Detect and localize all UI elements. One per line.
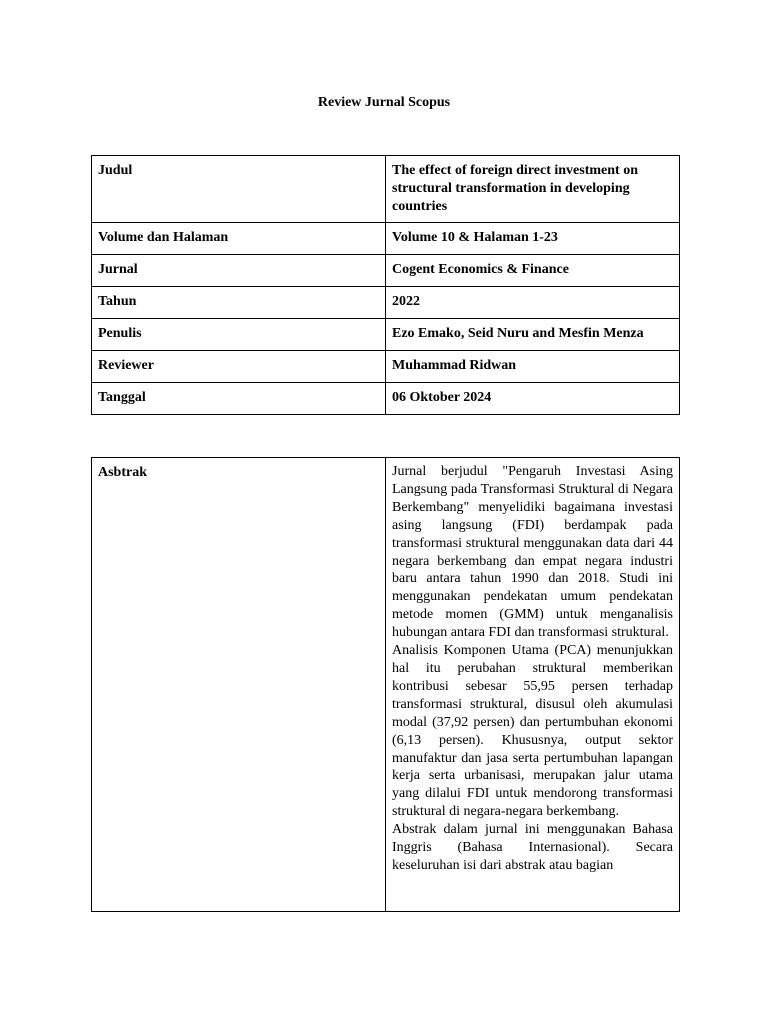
- value-reviewer: Muhammad Ridwan: [386, 351, 680, 383]
- label-judul: Judul: [92, 156, 386, 223]
- label-reviewer: Reviewer: [92, 351, 386, 383]
- value-penulis: Ezo Emako, Seid Nuru and Mesfin Menza: [386, 319, 680, 351]
- value-judul: The effect of foreign direct investment on structural transformation in developing countries: [386, 156, 680, 223]
- label-abstract: Asbtrak: [92, 458, 386, 912]
- abstract-paragraph-3: Abstrak dalam jurnal ini menggunakan Bahasa Inggris (Bahasa Internasional). Secara keseluruhan isi dari abstrak atau bagian: [392, 822, 673, 873]
- abstract-paragraph-2: Analisis Komponen Utama (PCA) menunjukkan hal itu perubahan struktural memberikan kontribusi sebesar 55,95 persen terhadap transformasi struktural, disusul oleh akumulasi modal (37,92 persen) dan pertumbuhan ekonomi (6,13 persen). Khususnya, output sektor manufaktur dan jasa serta pertumbuhan lapangan kerja serta urbanisasi, merupakan jalur utama yang dilalui FDI untuk mendorong transformasi struktural di negara-negara berkembang.: [392, 643, 673, 820]
- table-row-tahun: [92, 287, 680, 319]
- value-volume: Volume 10 & Halaman 1-23: [386, 223, 680, 255]
- label-tahun: Tahun: [92, 287, 386, 319]
- label-volume: Volume dan Halaman: [92, 223, 386, 255]
- value-jurnal: Cogent Economics & Finance: [386, 255, 680, 287]
- table-row-judul: [92, 156, 680, 223]
- table-row-tanggal: [92, 383, 680, 415]
- page-title: Review Jurnal Scopus: [317, 95, 451, 110]
- table-row-reviewer: [92, 351, 680, 383]
- table-row-jurnal: [92, 255, 680, 287]
- label-jurnal: Jurnal: [92, 255, 386, 287]
- abstract-text-cell: [386, 458, 680, 912]
- abstract-table: [91, 457, 680, 912]
- abstract-text: [392, 463, 673, 911]
- abstract-paragraph-1: Jurnal berjudul "Pengaruh Investasi Asing Langsung pada Transformasi Struktural di Negara Berkembang" menyelidiki bagaimana investasi asing langsung (FDI) berdampak pada transformasi struktural menggunakan data dari 44 negara berkembang dan empat negara industri baru antara tahun 1990 dan 2018. Studi ini menggunakan pendekatan umum pendekatan metode momen (GMM) untuk menganalisis hubungan antara FDI dan transformasi struktural.: [392, 464, 673, 641]
- label-tanggal: Tanggal: [92, 383, 386, 415]
- value-tahun: 2022: [386, 287, 680, 319]
- journal-info-table: [91, 155, 680, 415]
- table-row-penulis: [92, 319, 680, 351]
- table-row-abstract: [92, 458, 680, 912]
- value-tanggal: 06 Oktober 2024: [386, 383, 680, 415]
- label-penulis: Penulis: [92, 319, 386, 351]
- table-row-volume: [92, 223, 680, 255]
